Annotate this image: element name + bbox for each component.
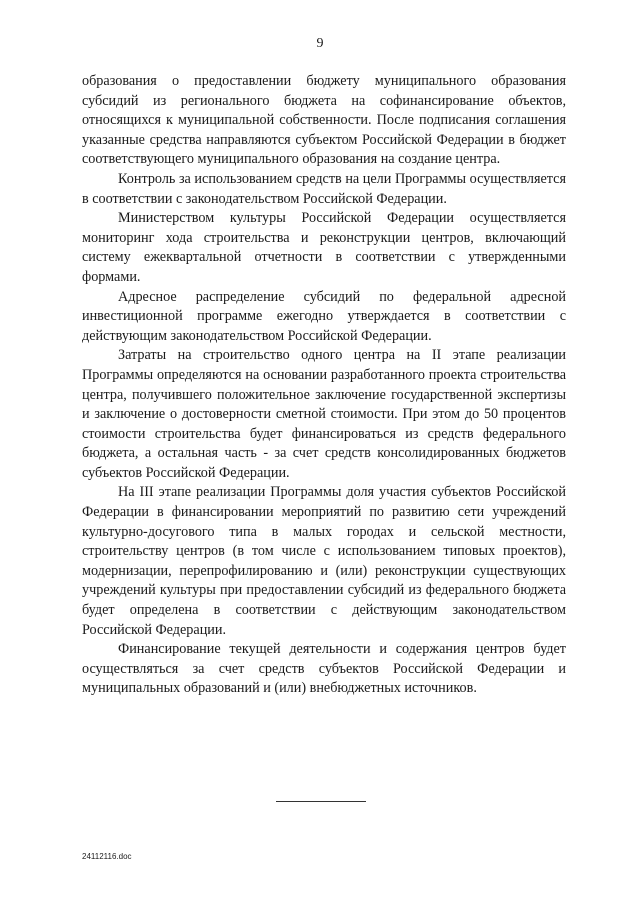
paragraph-6: На III этапе реализации Программы доля участия субъектов Российской Федерации в финансировании мероприятий по развитию сети учреждений культурно-досугового типа в малых городах и сельской местности, строительству центров (в том числе с использованием типовых проектов), модернизации, перепрофилированию и (или) реконструкции существующих учреждений культуры при предоставлении субсидий из федерального бюджета будет определена в соответствии с действующим законодательством Российской Федерации. xyxy=(82,484,566,638)
paragraph-5: Затраты на строительство одного центра на II этапе реализации Программы определяются на основании разработанного проекта строительства центра, получившего положительное заключение государственной экспертизы и заключение о достоверности сметной стоимости. При этом до 50 процентов стоимости строительства будет финансироваться из средств федерального бюджета, а остальная часть - за счет средств консолидированных бюджетов субъектов Российской Федерации. xyxy=(82,347,566,481)
document-code: 24112116.doc xyxy=(82,852,132,861)
paragraph-7: Финансирование текущей деятельности и содержания центров будет осуществляться за счет средств субъектов Российской Федерации и муниципальных образований и (или) внебюджетных источников. xyxy=(82,641,566,697)
end-rule xyxy=(276,801,366,802)
page-number: 9 xyxy=(316,36,324,51)
paragraph-1: образования о предоставлении бюджету муниципального образования субсидий из регионального бюджета на софинансирование объектов, относящихся к муниципальной собственности. После подписания соглашения указанные средства направляются субъектом Российской Федерации в бюджет соответствующего муниципального образования на создание центра. xyxy=(82,73,566,168)
paragraph-4: Адресное распределение субсидий по федеральной адресной инвестиционной программе ежегодно утверждается в соответствии с действующим законодательством Российской Федерации. xyxy=(82,288,566,344)
body-text xyxy=(82,72,566,699)
paragraph-3: Министерством культуры Российской Федерации осуществляется мониторинг хода строительства и реконструкции центров, включающий систему ежеквартальной отчетности в соответствии с утвержденными формами. xyxy=(82,210,566,285)
paragraph-2: Контроль за использованием средств на цели Программы осуществляется в соответствии с законодательством Российской Федерации. xyxy=(82,170,566,207)
